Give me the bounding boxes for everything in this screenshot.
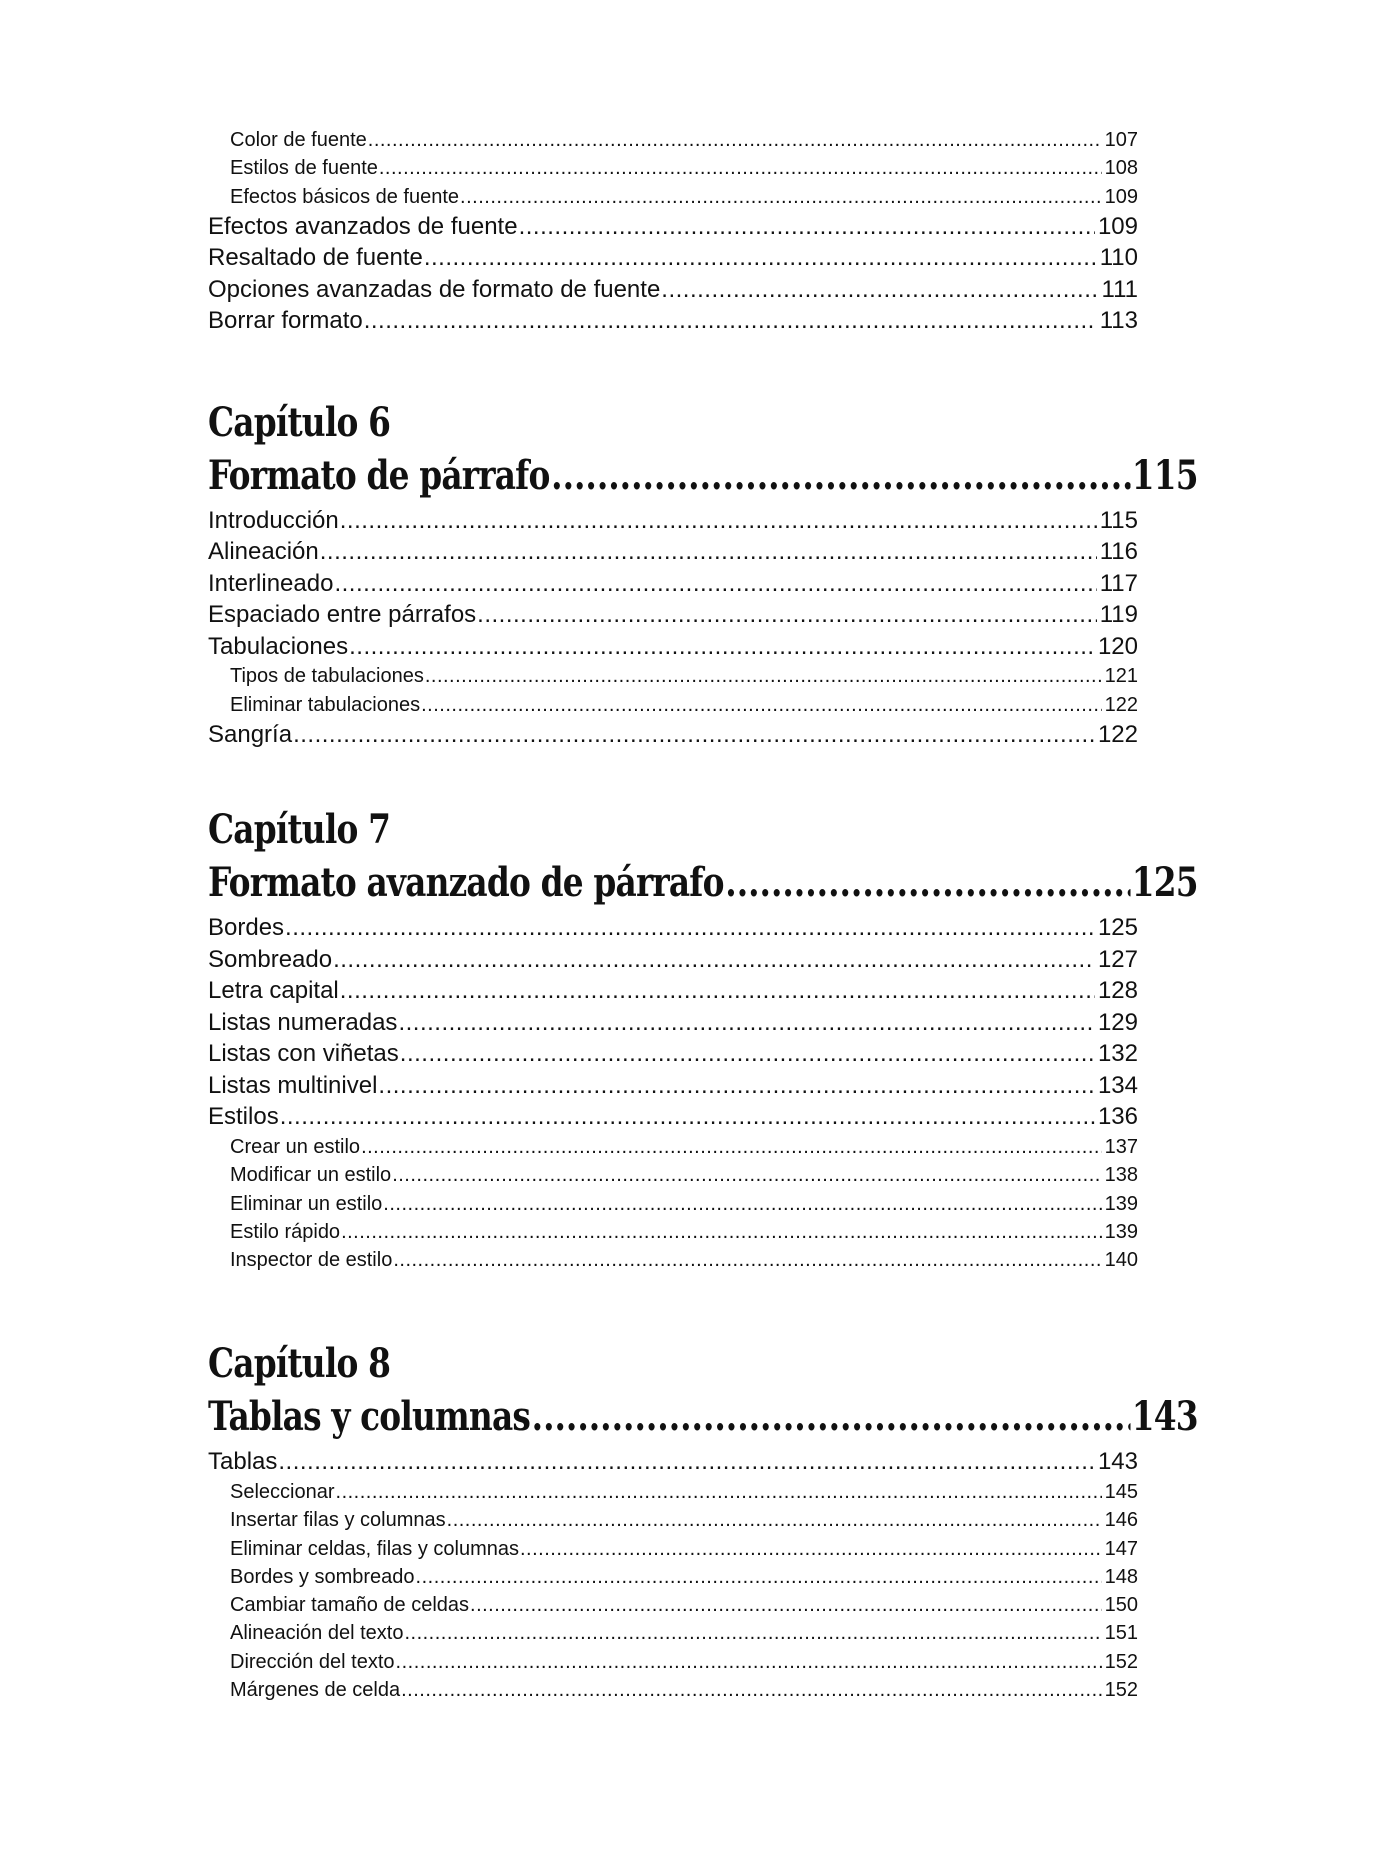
toc-entry-page: 150 [1104, 1594, 1138, 1617]
toc-entry-label: Listas numeradas [208, 1008, 398, 1036]
chapter-title: Tablas y columnas [208, 1393, 531, 1441]
toc-entry [230, 1478, 1138, 1506]
toc-entry [208, 242, 1138, 274]
toc-entry-label: Tabulaciones [208, 632, 349, 660]
toc-entry-page: 134 [1097, 1071, 1138, 1099]
toc-entry [208, 599, 1138, 631]
toc-entry-page: 145 [1104, 1480, 1138, 1503]
dot-leader [393, 1246, 1101, 1274]
dot-leader [285, 912, 1095, 944]
toc-entry-page: 119 [1099, 601, 1138, 629]
toc-entry-page: 132 [1097, 1040, 1138, 1068]
toc-entry-label: Listas multinivel [208, 1071, 378, 1099]
dot-leader [361, 1133, 1102, 1161]
toc-entry-label: Resaltado de fuente [208, 244, 423, 272]
toc-entry-label: Estilos de fuente [230, 157, 378, 180]
dot-leader [340, 505, 1097, 537]
dot-leader [341, 1218, 1102, 1246]
toc-entry-page: 115 [1099, 506, 1138, 534]
toc-entry [208, 1101, 1138, 1133]
dot-leader [379, 154, 1102, 182]
toc-entry [208, 1038, 1138, 1070]
toc-entry-page: 148 [1104, 1565, 1138, 1588]
toc-entry [230, 1619, 1138, 1647]
toc-entry-label: Color de fuente [230, 129, 367, 151]
toc-entry-label: Eliminar un estilo [230, 1192, 383, 1215]
toc-entry-label: Insertar filas y columnas [230, 1509, 446, 1532]
chapter-title-row [208, 1388, 1198, 1446]
toc-entry-label: Dirección del texto [230, 1650, 395, 1673]
toc-entry-label: Opciones avanzadas de formato de fuente [208, 275, 661, 303]
toc-entry-label: Introducción [208, 506, 339, 534]
toc-entry [230, 1218, 1138, 1246]
toc-entry [208, 211, 1138, 243]
toc-entry [208, 944, 1138, 976]
toc-entry [230, 691, 1138, 719]
toc-entry-label: Seleccionar [230, 1480, 335, 1503]
toc-entry [230, 1161, 1138, 1189]
toc-entry [230, 183, 1138, 211]
toc-entry [230, 1676, 1138, 1704]
toc-entry [208, 1070, 1138, 1102]
toc-entry-page: 108 [1104, 157, 1138, 180]
toc-entry-label: Tablas [208, 1448, 278, 1476]
dot-leader [425, 662, 1102, 690]
toc-entry-page: 128 [1097, 977, 1138, 1005]
toc-entry-page: 117 [1099, 569, 1138, 597]
dot-leader [661, 274, 1098, 306]
chapter-page: 125 [1131, 859, 1198, 907]
toc-entry [230, 1591, 1138, 1619]
toc-entry-page: 152 [1104, 1679, 1138, 1702]
dot-leader [336, 1478, 1102, 1506]
toc-entry-page: 138 [1104, 1164, 1138, 1187]
toc-entry [208, 719, 1138, 751]
dot-leader [320, 536, 1097, 568]
chapter-page: 115 [1131, 451, 1198, 499]
chapter-8-section [208, 1340, 1198, 1704]
toc-entry-label: Efectos avanzados de fuente [208, 212, 518, 240]
toc-entry-page: 152 [1104, 1650, 1138, 1673]
toc-entry-label: Sangría [208, 720, 293, 748]
toc-entry-page: 139 [1104, 1192, 1138, 1215]
toc-top-section [208, 126, 1198, 337]
toc-entry-label: Interlineado [208, 569, 334, 597]
dot-leader [293, 719, 1095, 751]
toc-entry [208, 568, 1138, 600]
toc-entry [230, 1506, 1138, 1534]
dot-leader [519, 211, 1095, 243]
dot-leader [470, 1591, 1102, 1619]
toc-entry [208, 1446, 1138, 1478]
toc-entry-page: 113 [1099, 307, 1138, 335]
toc-entry [230, 1648, 1138, 1676]
toc-entry-page: 120 [1097, 632, 1138, 660]
toc-entry [230, 1535, 1138, 1563]
toc-entry-label: Efectos básicos de fuente [230, 185, 460, 208]
toc-entry [230, 1563, 1138, 1591]
toc-entry [230, 126, 1138, 154]
toc-entry-page: 109 [1097, 212, 1138, 240]
toc-entry [208, 975, 1138, 1007]
toc-entry-page: 146 [1104, 1509, 1138, 1532]
dot-leader [460, 183, 1102, 211]
dot-leader [532, 1388, 1130, 1446]
chapter-number: Capítulo 6 [208, 398, 391, 446]
toc-entry-label: Modificar un estilo [230, 1164, 392, 1187]
toc-entry [208, 912, 1138, 944]
toc-entry-label: Eliminar celdas, filas y columnas [230, 1537, 519, 1560]
dot-leader [398, 1007, 1095, 1039]
toc-page [208, 126, 1198, 1704]
dot-leader [400, 1038, 1095, 1070]
toc-entry-label: Inspector de estilo [230, 1249, 393, 1272]
toc-entry [230, 1190, 1138, 1218]
dot-leader [401, 1676, 1102, 1704]
chapter-title: Formato avanzado de párrafo [208, 859, 724, 907]
toc-entry-page: 137 [1104, 1135, 1138, 1158]
toc-entry-label: Tipos de tabulaciones [230, 665, 424, 688]
toc-entry-label: Sombreado [208, 945, 333, 973]
dot-leader [392, 1161, 1101, 1189]
chapter-number: Capítulo 7 [208, 806, 391, 854]
toc-entry-label: Estilo rápido [230, 1220, 341, 1243]
toc-entry-label: Alineación [208, 538, 319, 566]
toc-entry-label: Bordes y sombreado [230, 1565, 415, 1588]
dot-leader [404, 1619, 1101, 1647]
dot-leader [368, 126, 1102, 154]
toc-entry [230, 1133, 1138, 1161]
toc-entry-label: Eliminar tabulaciones [230, 693, 421, 716]
toc-entry [208, 505, 1138, 537]
dot-leader [349, 631, 1095, 663]
toc-entry-label: Cambiar tamaño de celdas [230, 1594, 470, 1617]
toc-entry [208, 1007, 1138, 1039]
dot-leader [447, 1506, 1102, 1534]
dot-leader [364, 305, 1097, 337]
dot-leader [278, 1446, 1095, 1478]
toc-entry-label: Crear un estilo [230, 1135, 361, 1158]
toc-entry-page: 109 [1104, 185, 1138, 208]
toc-entry-page: 143 [1097, 1448, 1138, 1476]
dot-leader [396, 1648, 1102, 1676]
dot-leader [416, 1563, 1102, 1591]
toc-entry-page: 127 [1097, 945, 1138, 973]
toc-entry [230, 662, 1138, 690]
toc-entry-page: 151 [1104, 1622, 1138, 1645]
chapter-title-row [208, 447, 1198, 505]
dot-leader [378, 1070, 1095, 1102]
dot-leader [383, 1190, 1101, 1218]
chapter-number: Capítulo 8 [208, 1340, 391, 1388]
toc-entry-page: 139 [1104, 1220, 1138, 1243]
dot-leader [421, 691, 1102, 719]
toc-entry-page: 111 [1101, 275, 1138, 303]
toc-entry-label: Alineación del texto [230, 1622, 404, 1645]
dot-leader [340, 975, 1095, 1007]
toc-entry [208, 631, 1138, 663]
dot-leader [725, 854, 1130, 912]
toc-entry-label: Márgenes de celda [230, 1679, 401, 1702]
chapter-7-section [208, 806, 1198, 1274]
toc-entry [208, 536, 1138, 568]
dot-leader [520, 1535, 1102, 1563]
toc-entry [208, 305, 1138, 337]
toc-entry-page: 125 [1097, 914, 1138, 942]
toc-entry-page: 129 [1097, 1008, 1138, 1036]
toc-entry-page: 136 [1097, 1103, 1138, 1131]
chapter-title: Formato de párrafo [208, 451, 550, 499]
chapter-page: 143 [1131, 1393, 1198, 1441]
toc-entry-label: Bordes [208, 914, 285, 942]
dot-leader [280, 1101, 1095, 1133]
toc-entry-label: Estilos [208, 1103, 279, 1131]
toc-entry [230, 154, 1138, 182]
toc-entry-page: 147 [1104, 1537, 1138, 1560]
toc-entry-label: Espaciado entre párrafos [208, 601, 477, 629]
toc-entry [230, 1246, 1138, 1274]
toc-entry-page: 110 [1099, 244, 1138, 272]
dot-leader [333, 944, 1095, 976]
toc-entry-page: 122 [1097, 720, 1138, 748]
dot-leader [424, 242, 1097, 274]
toc-entry-page: 122 [1104, 693, 1138, 716]
toc-entry-page: 121 [1104, 665, 1138, 688]
toc-entry-page: 140 [1104, 1249, 1138, 1272]
toc-entry-label: Listas con viñetas [208, 1040, 399, 1068]
dot-leader [477, 599, 1097, 631]
dot-leader [551, 447, 1130, 505]
toc-entry-page: 116 [1099, 538, 1138, 566]
toc-entry-label: Letra capital [208, 977, 339, 1005]
chapter-6-section [208, 399, 1198, 751]
toc-entry-page: 107 [1104, 129, 1138, 151]
chapter-title-row [208, 854, 1198, 912]
dot-leader [334, 568, 1096, 600]
toc-entry [208, 274, 1138, 306]
toc-entry-label: Borrar formato [208, 307, 363, 335]
